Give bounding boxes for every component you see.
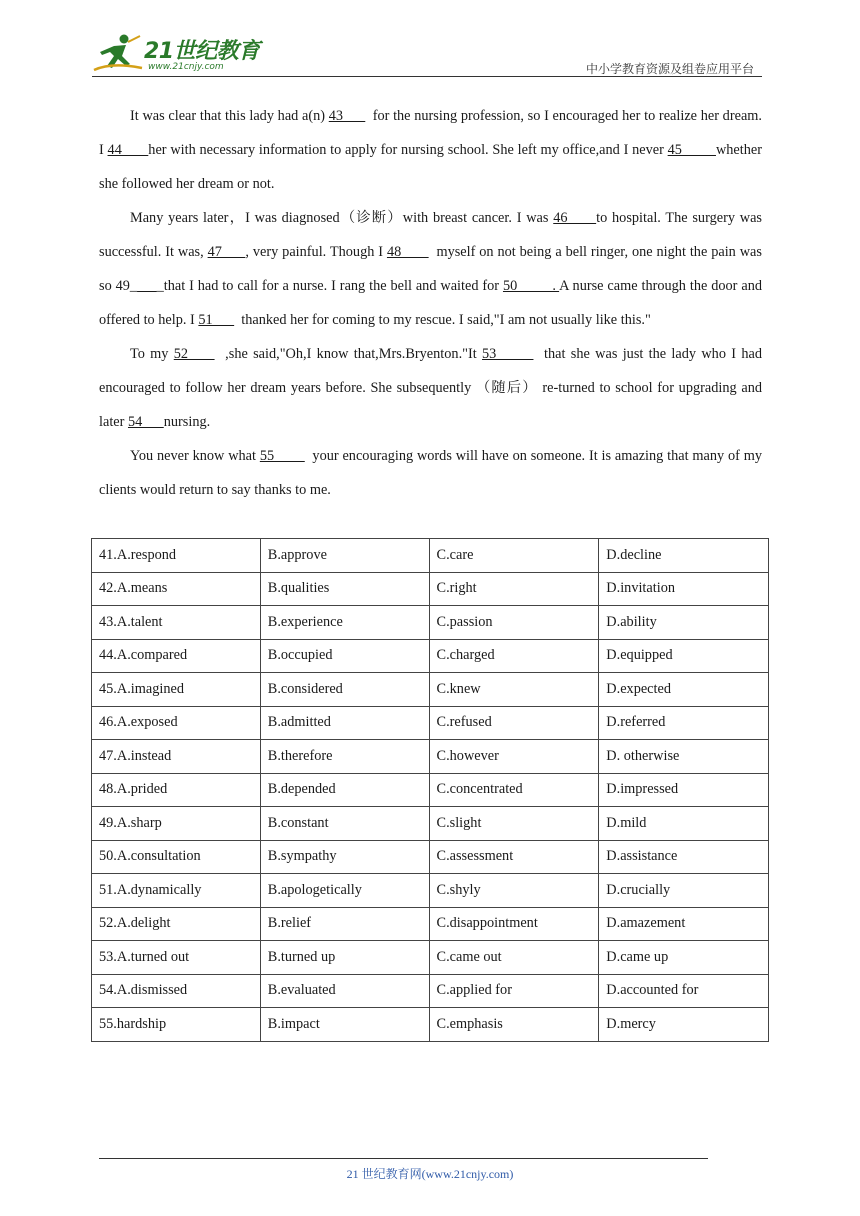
passage-text: thanked her for coming to my rescue. I said,"I am not usually like this." bbox=[234, 312, 651, 328]
passage-text: You never know what bbox=[130, 448, 260, 464]
option-cell: C.refused bbox=[429, 706, 599, 740]
passage-paragraph bbox=[99, 99, 766, 201]
logo-text: 21世纪教育 bbox=[144, 39, 260, 64]
passage-paragraph bbox=[99, 439, 766, 507]
passage-text: , very painful. Though I bbox=[245, 244, 387, 260]
option-row bbox=[92, 606, 769, 640]
option-cell: C.concentrated bbox=[429, 773, 599, 807]
option-cell: D.equipped bbox=[599, 639, 769, 673]
passage-text: ,she said,"Oh,I know that,Mrs.Bryenton."It bbox=[214, 346, 483, 362]
option-cell: B.qualities bbox=[260, 572, 429, 606]
option-cell: D.mercy bbox=[599, 1008, 769, 1042]
option-row bbox=[92, 1008, 769, 1042]
passage-text: A nurse came through the door and offered to help. I bbox=[99, 278, 766, 328]
option-cell: 53.A.turned out bbox=[92, 941, 261, 975]
option-cell: 47.A.instead bbox=[92, 740, 261, 774]
option-cell: B.evaluated bbox=[260, 974, 429, 1008]
option-cell: B.constant bbox=[260, 807, 429, 841]
option-cell: B.experience bbox=[260, 606, 429, 640]
option-cell: 43.A.talent bbox=[92, 606, 261, 640]
option-cell: D.crucially bbox=[599, 874, 769, 908]
passage-text: whether she followed her dream or not. bbox=[99, 142, 766, 192]
passage-text: myself on not being a bell ringer, one night the pain was so 49_ bbox=[99, 244, 766, 294]
passage-paragraph bbox=[99, 201, 766, 337]
option-row bbox=[92, 539, 769, 573]
runner-logo-icon bbox=[92, 32, 144, 76]
passage-paragraph bbox=[99, 337, 766, 439]
option-cell: D.referred bbox=[599, 706, 769, 740]
passage-text: Many years later，I was diagnosed（诊断）with breast cancer. I was bbox=[130, 210, 554, 226]
blank-number: 46 bbox=[553, 210, 597, 226]
footer-link[interactable]: 21 世纪教育网(www.21cnjy.com) bbox=[346, 1167, 514, 1181]
option-cell: 50.A.consultation bbox=[92, 840, 261, 874]
option-cell: C.knew bbox=[429, 673, 599, 707]
option-cell: C.charged bbox=[429, 639, 599, 673]
option-cell: D.ability bbox=[599, 606, 769, 640]
blank-number: 43 bbox=[328, 108, 366, 124]
option-cell: 41.A.respond bbox=[92, 539, 261, 573]
option-row bbox=[92, 740, 769, 774]
platform-title: 中小学教育资源及组卷应用平台 bbox=[585, 62, 754, 76]
option-cell: D.invitation bbox=[599, 572, 769, 606]
logo-url: www.21cnjy.com bbox=[148, 62, 224, 72]
blank-number: 45 bbox=[667, 142, 716, 158]
blank-number: 48 bbox=[386, 244, 429, 260]
option-cell: C.assessment bbox=[429, 840, 599, 874]
blank-number: 55 bbox=[259, 448, 305, 464]
passage-text: that she was just the lady who I had encouraged to follow her dream years before. She subsequently （随后） re-turned to school for upgrading and later bbox=[99, 346, 766, 430]
blank-number bbox=[137, 278, 157, 294]
blank-number: 52 bbox=[173, 346, 215, 362]
option-cell: 45.A.imagined bbox=[92, 673, 261, 707]
blank-number: 50 . bbox=[502, 278, 560, 294]
page-header bbox=[92, 30, 762, 78]
option-cell: 52.A.delight bbox=[92, 907, 261, 941]
option-cell: 51.A.dynamically bbox=[92, 874, 261, 908]
option-row bbox=[92, 840, 769, 874]
option-cell: 54.A.dismissed bbox=[92, 974, 261, 1008]
passage-text: To my bbox=[130, 346, 174, 362]
site-logo[interactable] bbox=[92, 32, 262, 76]
passage-text: _that I had to call for a nurse. I rang the bell and waited for bbox=[156, 278, 503, 294]
option-cell: C.right bbox=[429, 572, 599, 606]
option-cell: 48.A.prided bbox=[92, 773, 261, 807]
option-row bbox=[92, 807, 769, 841]
option-row bbox=[92, 572, 769, 606]
footer-divider bbox=[99, 1158, 708, 1159]
option-row bbox=[92, 706, 769, 740]
option-row bbox=[92, 874, 769, 908]
passage-text: her with necessary information to apply for nursing school. She left my office,and I never bbox=[148, 142, 668, 158]
option-cell: B.relief bbox=[260, 907, 429, 941]
passage-text: It was clear that this lady had a(n) bbox=[130, 108, 329, 124]
option-cell: C.shyly bbox=[429, 874, 599, 908]
option-cell: D.assistance bbox=[599, 840, 769, 874]
option-cell: C.applied for bbox=[429, 974, 599, 1008]
passage-text: for the nursing profession, so I encouraged her to realize her dream. I bbox=[99, 108, 766, 158]
option-cell: D.mild bbox=[599, 807, 769, 841]
option-row bbox=[92, 773, 769, 807]
passage bbox=[99, 99, 766, 507]
option-row bbox=[92, 907, 769, 941]
option-cell: 44.A.compared bbox=[92, 639, 261, 673]
header-divider bbox=[92, 76, 762, 77]
option-cell: C.came out bbox=[429, 941, 599, 975]
option-cell: 55.hardship bbox=[92, 1008, 261, 1042]
option-cell: 42.A.means bbox=[92, 572, 261, 606]
option-cell: B.sympathy bbox=[260, 840, 429, 874]
blank-number: 44 bbox=[107, 142, 149, 158]
option-cell: D.amazement bbox=[599, 907, 769, 941]
option-cell: B.admitted bbox=[260, 706, 429, 740]
option-cell: C.disappointment bbox=[429, 907, 599, 941]
option-row bbox=[92, 974, 769, 1008]
option-cell: 49.A.sharp bbox=[92, 807, 261, 841]
option-cell: C.passion bbox=[429, 606, 599, 640]
option-cell: C.emphasis bbox=[429, 1008, 599, 1042]
options-table bbox=[91, 538, 769, 1042]
option-cell: D. otherwise bbox=[599, 740, 769, 774]
blank-number: 51 bbox=[198, 312, 235, 328]
option-cell: B.occupied bbox=[260, 639, 429, 673]
option-cell: 46.A.exposed bbox=[92, 706, 261, 740]
option-cell: D.expected bbox=[599, 673, 769, 707]
option-cell: B.therefore bbox=[260, 740, 429, 774]
blank-number: 47 bbox=[207, 244, 246, 260]
option-cell: B.depended bbox=[260, 773, 429, 807]
option-cell: D.decline bbox=[599, 539, 769, 573]
passage-text: nursing. bbox=[163, 414, 211, 430]
option-cell: C.however bbox=[429, 740, 599, 774]
option-cell: C.care bbox=[429, 539, 599, 573]
option-cell: D.came up bbox=[599, 941, 769, 975]
option-row bbox=[92, 673, 769, 707]
option-cell: D.accounted for bbox=[599, 974, 769, 1008]
passage-text: your encouraging words will have on someone. It is amazing that many of my clients would return to say thanks to me. bbox=[99, 448, 766, 498]
option-cell: B.apologetically bbox=[260, 874, 429, 908]
option-cell: B.impact bbox=[260, 1008, 429, 1042]
option-row bbox=[92, 941, 769, 975]
blank-number: 53 bbox=[482, 346, 534, 362]
option-cell: D.impressed bbox=[599, 773, 769, 807]
option-row bbox=[92, 639, 769, 673]
option-cell: B.considered bbox=[260, 673, 429, 707]
option-cell: C.slight bbox=[429, 807, 599, 841]
blank-number: 54 bbox=[127, 414, 164, 430]
option-cell: B.approve bbox=[260, 539, 429, 573]
passage-text: to hospital. The surgery was successful. It was, bbox=[99, 210, 766, 260]
option-cell: B.turned up bbox=[260, 941, 429, 975]
